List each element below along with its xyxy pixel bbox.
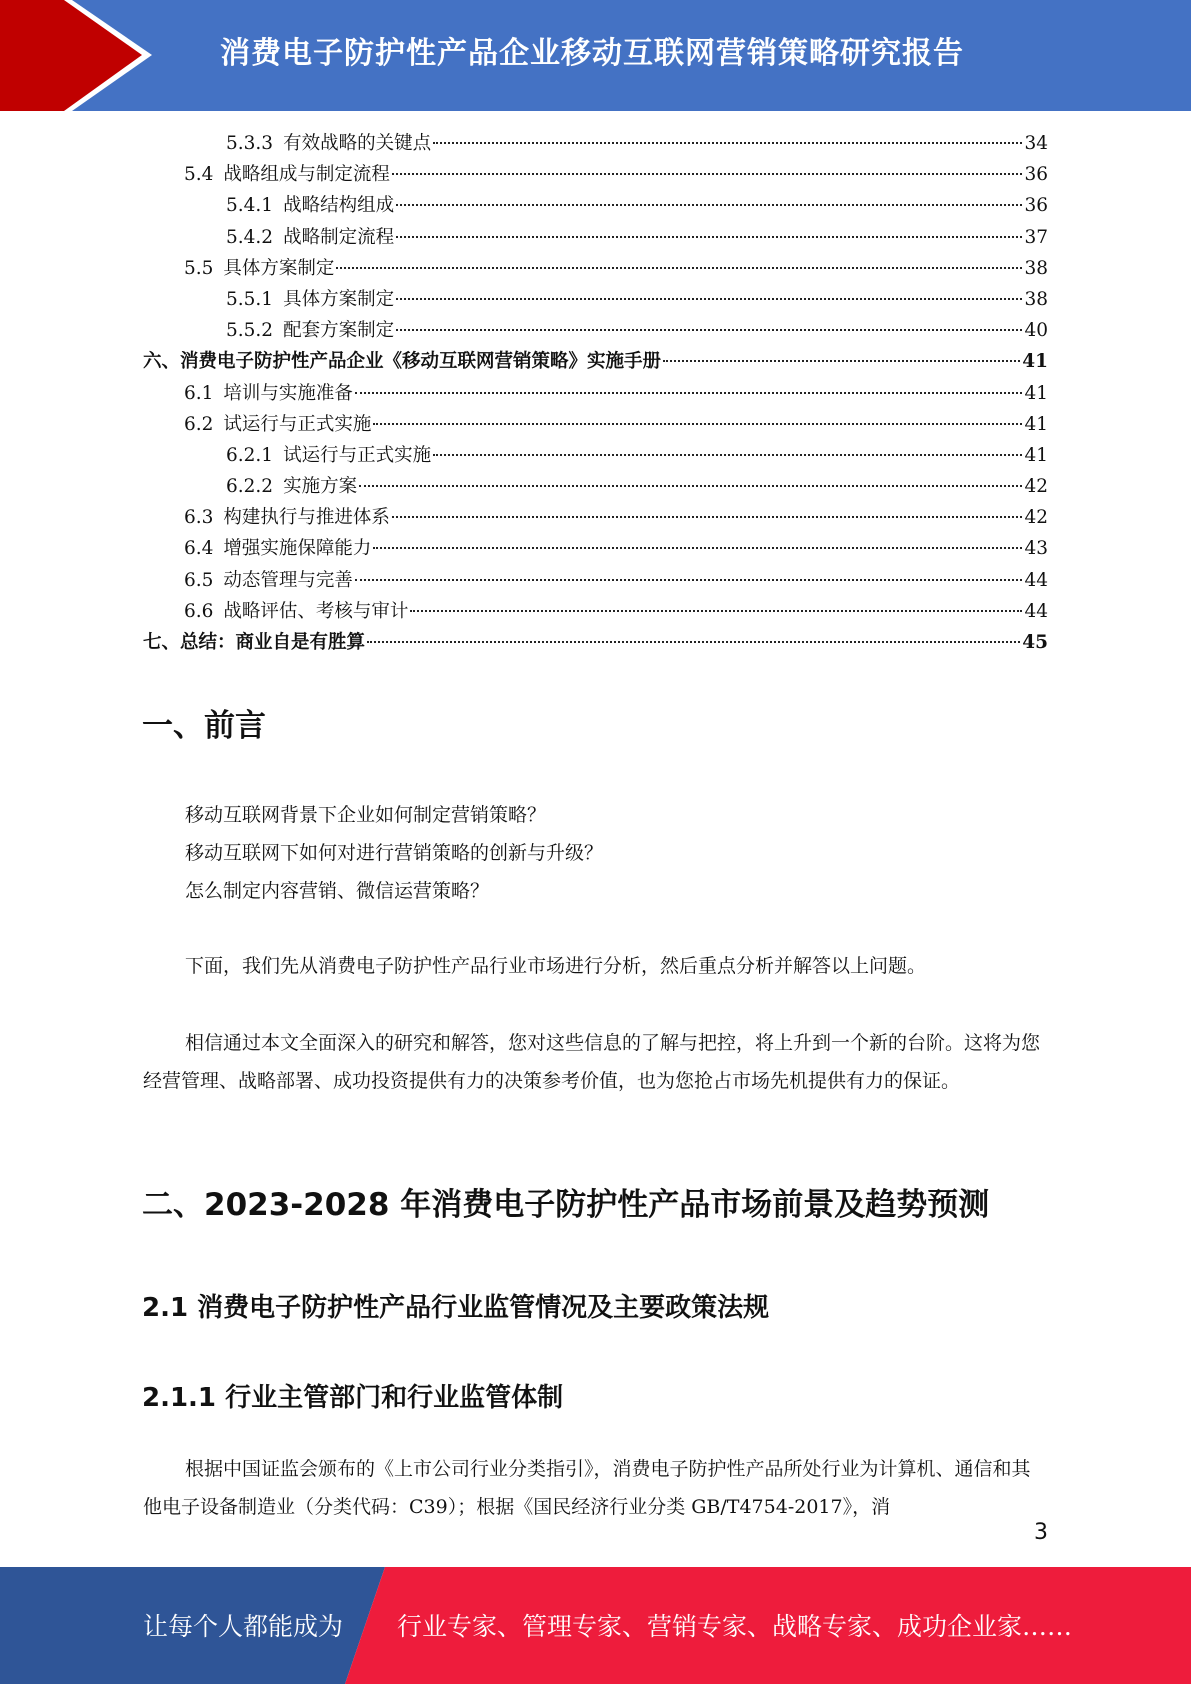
regulation-paragraph: 根据中国证监会颁布的《上市公司行业分类指引》，消费电子防护性产品所处行业为计算机、通信和其他电子设备制造业（分类代码：C39）；根据《国民经济行业分类 GB/T4754-2017》，消 <box>143 1458 1031 1518</box>
table-of-contents <box>143 128 1048 658</box>
toc-entry-page: 44 <box>1024 569 1048 591</box>
toc-entry-text: 战略评估、考核与审计 <box>223 600 409 622</box>
question-3: 怎么制定内容营销、微信运营策略？ <box>185 880 490 902</box>
footer-slogan-left: 让每个人都能成为 <box>143 1612 344 1641</box>
toc-entry-number: 5.4.2 <box>226 226 274 248</box>
toc-entry[interactable] <box>143 190 1048 221</box>
toc-leader-dots <box>367 641 1020 643</box>
toc-entry-number: 5.3.3 <box>226 133 274 154</box>
toc-leader-dots <box>663 360 1020 362</box>
toc-entry-text: 增强实施保障能力 <box>223 538 372 560</box>
toc-entry-number: 5.4 <box>184 164 214 186</box>
toc-entry-text: 具体方案制定 <box>223 257 335 279</box>
toc-entry-page: 36 <box>1024 164 1048 186</box>
toc-entry[interactable] <box>143 533 1048 564</box>
toc-entry-title <box>143 533 371 564</box>
toc-entry-number: 5.5 <box>184 257 214 279</box>
toc-entry[interactable] <box>143 284 1048 315</box>
toc-entry-title <box>143 409 371 440</box>
toc-entry-title <box>143 346 661 377</box>
toc-entry-text: 培训与实施准备 <box>223 382 353 404</box>
toc-entry-title <box>143 253 334 284</box>
question-2: 移动互联网下如何对进行营销策略的创新与升级？ <box>185 842 604 864</box>
toc-entry-number: 6.2.2 <box>226 476 274 498</box>
toc-leader-dots <box>396 236 1022 238</box>
toc-entry-text: 配套方案制定 <box>283 320 395 342</box>
toc-entry-title <box>143 471 357 502</box>
toc-entry-title <box>143 315 394 346</box>
toc-leader-dots <box>396 329 1022 331</box>
toc-entry-number: 6.2 <box>184 413 214 435</box>
toc-entry-text: 试运行与正式实施 <box>283 444 432 466</box>
intro-paragraph: 下面，我们先从消费电子防护性产品行业市场进行分析，然后重点分析并解答以上问题。 <box>185 955 927 977</box>
subsection-heading-2-1-1: 2.1.1 行业主管部门和行业监管体制 <box>142 1383 564 1413</box>
toc-entry-text: 试运行与正式实施 <box>223 413 372 435</box>
toc-entry-title <box>143 222 394 253</box>
question-1: 移动互联网背景下企业如何制定营销策略？ <box>185 804 547 826</box>
toc-leader-dots <box>433 142 1022 144</box>
section-heading-market: 二、2023-2028 年消费电子防护性产品市场前景及趋势预测 <box>142 1187 990 1223</box>
toc-entry-page: 41 <box>1024 413 1048 435</box>
toc-entry-title <box>143 190 394 221</box>
toc-entry-page: 42 <box>1024 476 1048 498</box>
toc-entry-title <box>143 565 353 596</box>
header-title: 消费电子防护性产品企业移动互联网营销策略研究报告 <box>220 36 964 71</box>
value-paragraph: 相信通过本文全面深入的研究和解答，您对这些信息的了解与把控，将上升到一个新的台阶。这将为您经营管理、战略部署、成功投资提供有力的决策参考价值，也为您抢占市场先机提供有力的保证。 <box>143 1032 1041 1092</box>
toc-entry-page: 34 <box>1024 133 1048 154</box>
toc-entry-number: 6.1 <box>184 382 214 404</box>
toc-entry-title <box>143 378 353 409</box>
toc-leader-dots <box>392 516 1023 518</box>
toc-entry[interactable] <box>143 378 1048 409</box>
toc-leader-dots <box>355 579 1023 581</box>
toc-leader-dots <box>336 267 1022 269</box>
section-heading-preface: 一、前言 <box>142 708 266 744</box>
toc-entry-text: 有效战略的关键点 <box>283 133 432 154</box>
toc-entry-number: 6.3 <box>184 507 214 529</box>
toc-entry[interactable] <box>143 128 1048 159</box>
toc-entry-page: 40 <box>1024 320 1048 342</box>
toc-entry-number: 5.5.1 <box>226 288 274 310</box>
toc-entry-title <box>143 128 431 159</box>
toc-entry[interactable] <box>143 222 1048 253</box>
toc-leader-dots <box>433 454 1022 456</box>
toc-entry[interactable] <box>143 596 1048 627</box>
toc-entry[interactable] <box>143 502 1048 533</box>
toc-entry-text: 实施方案 <box>283 476 358 498</box>
toc-entry-page: 37 <box>1024 226 1048 248</box>
subsection-heading-2-1: 2.1 消费电子防护性产品行业监管情况及主要政策法规 <box>142 1293 770 1323</box>
toc-entry-text: 战略结构组成 <box>283 195 395 217</box>
page-number: 3 <box>1034 1520 1048 1545</box>
toc-entry-text: 战略制定流程 <box>283 226 395 248</box>
toc-entry-title <box>143 502 390 533</box>
toc-entry-page: 43 <box>1024 538 1048 560</box>
toc-entry[interactable] <box>143 253 1048 284</box>
toc-entry-title <box>143 440 431 471</box>
page-header <box>0 0 1191 111</box>
toc-leader-dots <box>373 423 1022 425</box>
toc-entry-page: 44 <box>1024 600 1048 622</box>
toc-entry-number: 6.4 <box>184 538 214 560</box>
toc-entry-page: 41 <box>1024 444 1048 466</box>
toc-entry[interactable] <box>143 159 1048 190</box>
toc-leader-dots <box>373 547 1022 549</box>
toc-entry-text: 具体方案制定 <box>283 288 395 310</box>
toc-entry-text: 动态管理与完善 <box>223 569 353 591</box>
toc-entry-number: 6.2.1 <box>226 444 274 466</box>
toc-entry[interactable] <box>143 440 1048 471</box>
toc-entry[interactable] <box>143 409 1048 440</box>
toc-entry-number: 6.6 <box>184 600 214 622</box>
toc-leader-dots <box>355 392 1023 394</box>
toc-leader-dots <box>410 610 1022 612</box>
toc-leader-dots <box>396 298 1022 300</box>
toc-entry-page: 38 <box>1024 288 1048 310</box>
toc-entry-text: 构建执行与推进体系 <box>223 507 390 529</box>
toc-entry-text: 七、总结：商业自是有胜算 <box>143 632 366 653</box>
toc-entry-title <box>143 627 365 658</box>
page-footer <box>0 1567 1191 1684</box>
toc-entry-page: 45 <box>1022 632 1048 653</box>
toc-entry-title <box>143 596 408 627</box>
toc-entry-number: 5.4.1 <box>226 195 274 217</box>
toc-entry[interactable] <box>143 627 1048 658</box>
header-chevron-icon <box>0 0 160 111</box>
toc-leader-dots <box>396 204 1022 206</box>
toc-entry[interactable] <box>143 565 1048 596</box>
toc-entry-number: 6.5 <box>184 569 214 591</box>
toc-entry-page: 41 <box>1022 351 1048 373</box>
toc-entry[interactable] <box>143 346 1048 377</box>
footer-slogan-right: 行业专家、管理专家、营销专家、战略专家、成功企业家…… <box>397 1612 1073 1641</box>
toc-leader-dots <box>359 485 1022 487</box>
toc-entry-page: 41 <box>1024 382 1048 404</box>
toc-entry-text: 战略组成与制定流程 <box>223 164 390 186</box>
toc-leader-dots <box>392 173 1023 175</box>
toc-entry-number: 5.5.2 <box>226 320 274 342</box>
toc-entry[interactable] <box>143 471 1048 502</box>
toc-entry-title <box>143 284 394 315</box>
toc-entry-page: 42 <box>1024 507 1048 529</box>
toc-entry-text: 六、消费电子防护性产品企业《移动互联网营销策略》实施手册 <box>143 351 662 373</box>
toc-entry-page: 36 <box>1024 195 1048 217</box>
toc-entry-title <box>143 159 390 190</box>
toc-entry[interactable] <box>143 315 1048 346</box>
toc-entry-page: 38 <box>1024 257 1048 279</box>
